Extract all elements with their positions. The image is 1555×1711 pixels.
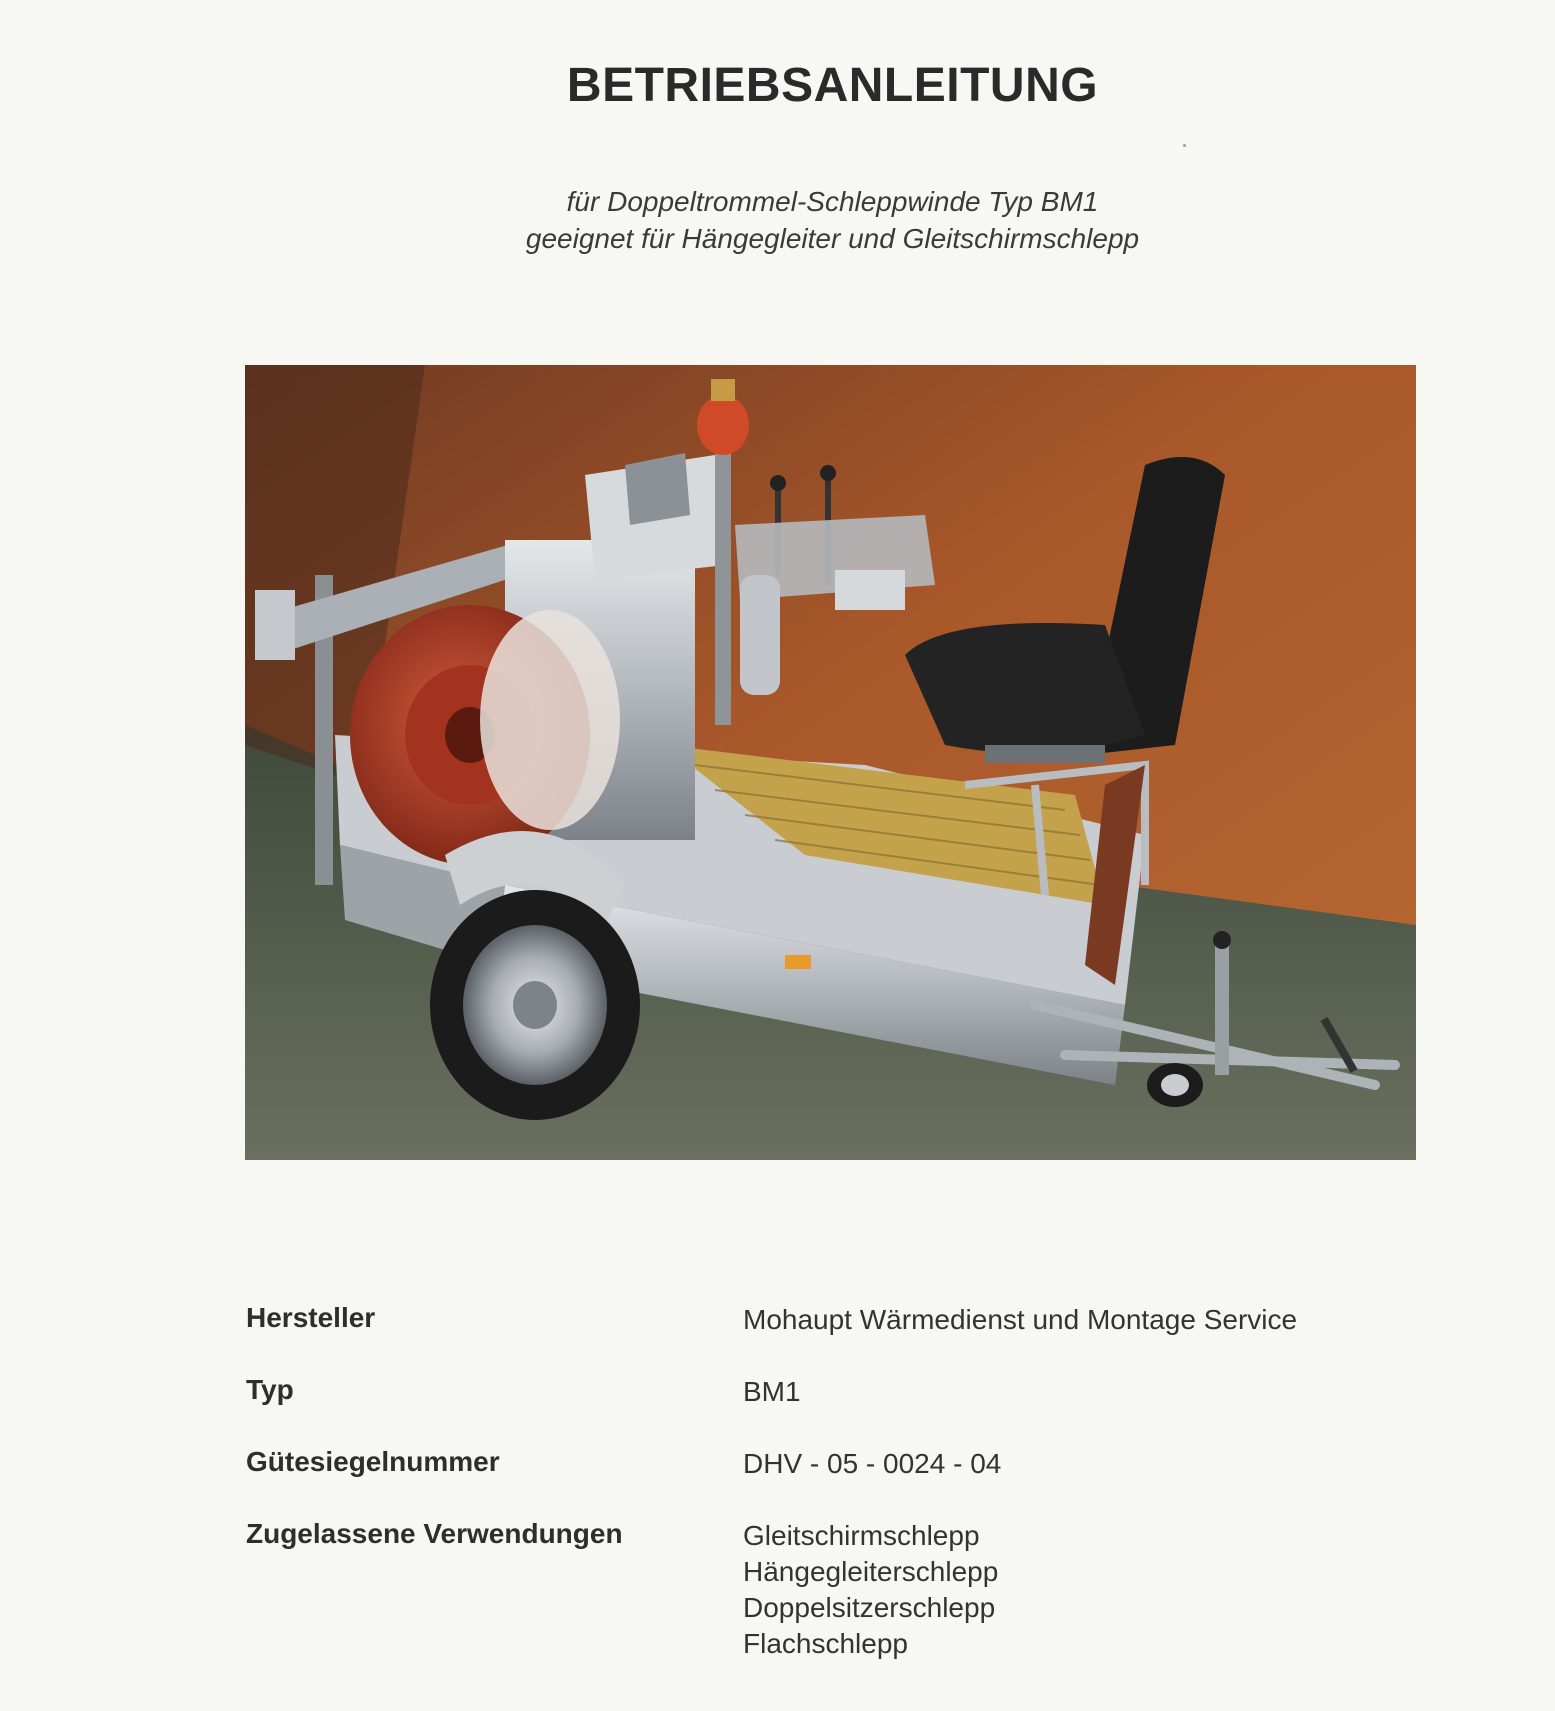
spec-label-hersteller: Hersteller: [246, 1302, 376, 1333]
spec-label-verwendungen: Zugelassene Verwendungen: [246, 1518, 623, 1549]
spec-value-guetesiegel: DHV - 05 - 0024 - 04: [743, 1448, 1002, 1479]
spec-label-typ: Typ: [246, 1374, 294, 1405]
spec-value-verwendungen: [743, 1518, 998, 1662]
winch-trailer-photo: [245, 365, 1416, 1160]
spec-value-typ: BM1: [743, 1376, 801, 1407]
verwendung-item: Flachschlepp: [743, 1628, 908, 1659]
scan-speck: [1183, 144, 1186, 147]
document-subtitle-line1: für Doppeltrommel-Schleppwinde Typ BM1: [566, 186, 1099, 217]
document-subtitle-line2: geeignet für Hängegleiter und Gleitschirmschlepp: [525, 223, 1140, 254]
spec-label-guetesiegel: Gütesiegelnummer: [246, 1446, 500, 1477]
document-title: BETRIEBSANLEITUNG: [566, 59, 1099, 112]
verwendung-item: Hängegleiterschlepp: [743, 1556, 999, 1587]
spec-value-hersteller: Mohaupt Wärmedienst und Montage Service: [743, 1304, 1298, 1335]
verwendung-item: Gleitschirmschlepp: [743, 1520, 980, 1551]
verwendung-item: Doppelsitzerschlepp: [743, 1592, 996, 1623]
